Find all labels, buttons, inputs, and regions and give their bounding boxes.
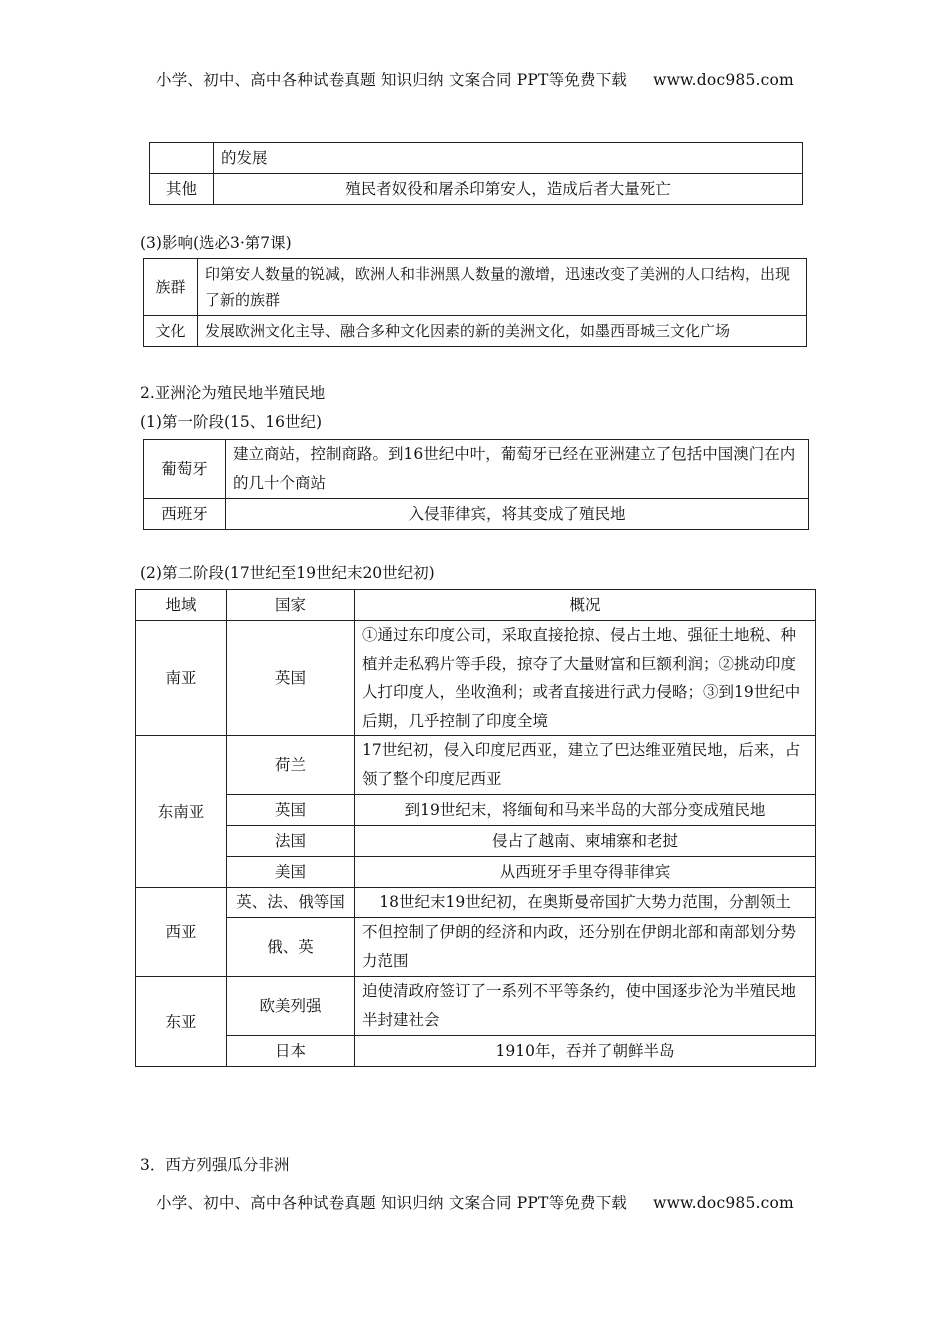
summary-cell: 17世纪初，侵入印度尼西亚，建立了巴达维亚殖民地，后来，占领了整个印度尼西亚: [355, 736, 816, 795]
table-cell: [150, 143, 214, 174]
col-header-summary: 概况: [355, 590, 816, 621]
country-cell: 英、法、俄等国: [227, 888, 355, 918]
table-row: [136, 621, 816, 736]
country-cell: 美国: [227, 857, 355, 888]
country-cell: 法国: [227, 826, 355, 857]
summary-cell: 1910年，吞并了朝鲜半岛: [355, 1036, 816, 1067]
summary-cell: 从西班牙手里夺得菲律宾: [355, 857, 816, 888]
section-title-influence: (3)影响(选必3·第7课): [140, 234, 292, 252]
table-cell: 的发展: [214, 143, 803, 174]
table-cell: 入侵菲律宾，将其变成了殖民地: [226, 499, 809, 530]
country-cell: 日本: [227, 1036, 355, 1067]
table-row: [136, 795, 816, 826]
country-cell: 荷兰: [227, 736, 355, 795]
table-row: [144, 316, 807, 347]
table-stage1: [143, 439, 809, 530]
page-header: [0, 68, 950, 90]
table-row: [136, 888, 816, 918]
table-row: [144, 499, 809, 530]
table-influence: [143, 258, 807, 347]
section-title-africa: 3．西方列强瓜分非洲: [140, 1156, 290, 1174]
summary-cell: 18世纪末19世纪初，在奥斯曼帝国扩大势力范围，分割领土: [355, 888, 816, 918]
section-title-asia: 2.亚洲沦为殖民地半殖民地: [140, 384, 326, 402]
country-cell: 欧美列强: [227, 977, 355, 1036]
row-head: 葡萄牙: [144, 440, 226, 499]
footer-site: www.doc985.com: [653, 1194, 794, 1212]
summary-cell: ①通过东印度公司，采取直接抢掠、侵占土地、强征土地税、种植并走私鸦片等手段，掠夺了大量财富和巨额利润；②挑动印度人打印度人，坐收渔利；或者直接进行武力侵略；③到19世纪中后期，几乎控制了印度全境: [355, 621, 816, 736]
table-row: [150, 143, 803, 174]
row-head: 文化: [144, 316, 198, 347]
table-cell: 建立商站，控制商路。到16世纪中叶，葡萄牙已经在亚洲建立了包括中国澳门在内的几十个商站: [226, 440, 809, 499]
table-row: [136, 977, 816, 1036]
table-continuation: [149, 142, 803, 205]
country-cell: 英国: [227, 795, 355, 826]
region-cell: 东亚: [136, 977, 227, 1067]
table-row: [136, 1036, 816, 1067]
col-header-region: 地域: [136, 590, 227, 621]
header-text: 小学、初中、高中各种试卷真题 知识归纳 文案合同 PPT等免费下载: [156, 71, 628, 89]
table-cell: 印第安人数量的锐减，欧洲人和非洲黑人数量的激增，迅速改变了美洲的人口结构，出现了新的族群: [198, 259, 807, 316]
region-cell: 南亚: [136, 621, 227, 736]
summary-cell: 不但控制了伊朗的经济和内政，还分别在伊朗北部和南部划分势力范围: [355, 918, 816, 977]
table-cell: 殖民者奴役和屠杀印第安人，造成后者大量死亡: [214, 174, 803, 205]
country-cell: 英国: [227, 621, 355, 736]
region-cell: 西亚: [136, 888, 227, 977]
table-header-row: [136, 590, 816, 621]
row-head: 其他: [150, 174, 214, 205]
country-cell: 俄、英: [227, 918, 355, 977]
table-row: [136, 826, 816, 857]
region-cell: 东南亚: [136, 736, 227, 888]
stage2-title: (2)第二阶段(17世纪至19世纪末20世纪初): [140, 564, 435, 582]
summary-cell: 到19世纪末，将缅甸和马来半岛的大部分变成殖民地: [355, 795, 816, 826]
table-row: [136, 918, 816, 977]
table-row: [144, 259, 807, 316]
footer-text: 小学、初中、高中各种试卷真题 知识归纳 文案合同 PPT等免费下载: [156, 1194, 628, 1212]
summary-cell: 迫使清政府签订了一系列不平等条约，使中国逐步沦为半殖民地半封建社会: [355, 977, 816, 1036]
page-footer: [0, 1191, 950, 1213]
table-row: [136, 736, 816, 795]
header-site: www.doc985.com: [653, 71, 794, 89]
table-stage2: [135, 589, 816, 1067]
row-head: 西班牙: [144, 499, 226, 530]
col-header-country: 国家: [227, 590, 355, 621]
table-cell: 发展欧洲文化主导、融合多种文化因素的新的美洲文化，如墨西哥城三文化广场: [198, 316, 807, 347]
table-row: [150, 174, 803, 205]
stage1-title: (1)第一阶段(15、16世纪): [140, 413, 322, 431]
table-row: [136, 857, 816, 888]
summary-cell: 侵占了越南、柬埔寨和老挝: [355, 826, 816, 857]
table-row: [144, 440, 809, 499]
row-head: 族群: [144, 259, 198, 316]
